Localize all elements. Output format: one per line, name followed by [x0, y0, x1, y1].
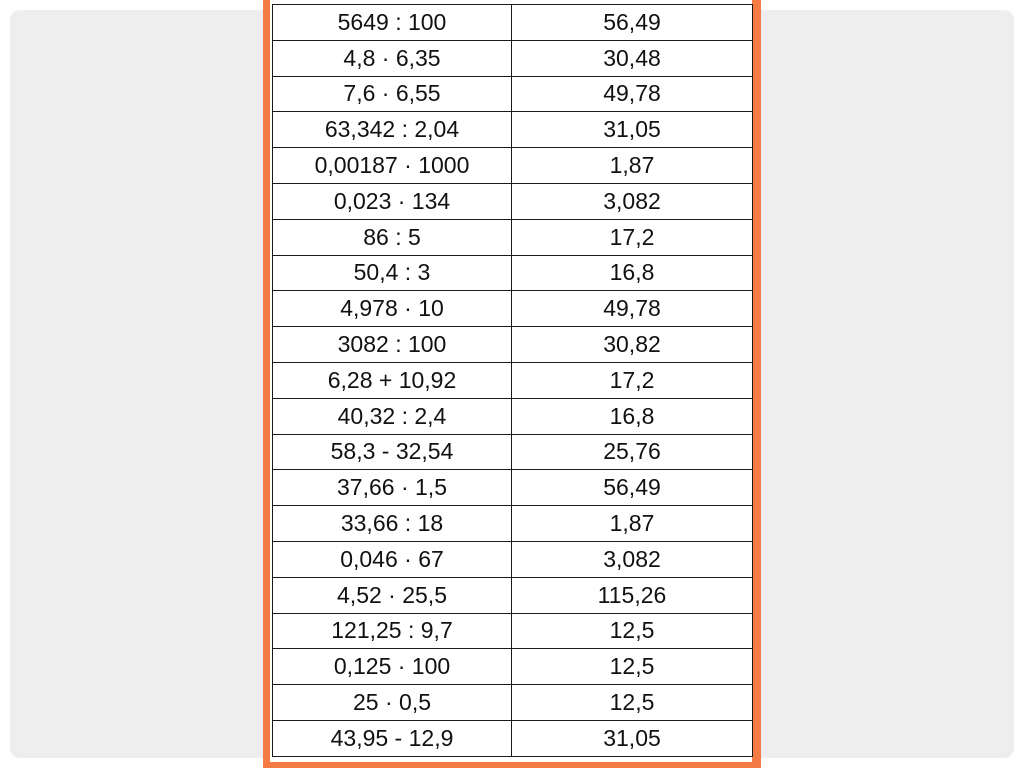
- table-row: [273, 470, 753, 506]
- expression-cell: 33,66 : 18: [273, 506, 512, 542]
- table-row: [273, 720, 753, 756]
- result-cell: 16,8: [512, 398, 753, 434]
- table-row: [273, 649, 753, 685]
- result-cell: 31,05: [512, 720, 753, 756]
- expression-cell: 4,8 · 6,35: [273, 40, 512, 76]
- expression-cell: 43,95 - 12,9: [273, 720, 512, 756]
- result-cell: 12,5: [512, 649, 753, 685]
- result-cell: 17,2: [512, 362, 753, 398]
- result-cell: 31,05: [512, 112, 753, 148]
- table-row: [273, 183, 753, 219]
- result-cell: 25,76: [512, 434, 753, 470]
- result-cell: 30,48: [512, 40, 753, 76]
- expression-cell: 4,52 · 25,5: [273, 577, 512, 613]
- expression-cell: 50,4 : 3: [273, 255, 512, 291]
- expression-cell: 40,32 : 2,4: [273, 398, 512, 434]
- table-row: [273, 327, 753, 363]
- expression-cell: 6,28 + 10,92: [273, 362, 512, 398]
- result-cell: 1,87: [512, 148, 753, 184]
- expression-cell: 7,6 · 6,55: [273, 76, 512, 112]
- result-cell: 49,78: [512, 76, 753, 112]
- expression-cell: 0,023 · 134: [273, 183, 512, 219]
- expression-cell: 58,3 - 32,54: [273, 434, 512, 470]
- expression-cell: 0,046 · 67: [273, 541, 512, 577]
- result-cell: 12,5: [512, 613, 753, 649]
- table-row: [273, 76, 753, 112]
- calculation-table: [272, 4, 753, 757]
- result-cell: 16,8: [512, 255, 753, 291]
- result-cell: 49,78: [512, 291, 753, 327]
- result-cell: 17,2: [512, 219, 753, 255]
- expression-cell: 0,125 · 100: [273, 649, 512, 685]
- calculation-table-body: [273, 5, 753, 757]
- table-row: [273, 255, 753, 291]
- result-cell: 115,26: [512, 577, 753, 613]
- result-cell: 3,082: [512, 183, 753, 219]
- table-row: [273, 148, 753, 184]
- result-cell: 1,87: [512, 506, 753, 542]
- result-cell: 12,5: [512, 685, 753, 721]
- expression-cell: 3082 : 100: [273, 327, 512, 363]
- result-cell: 30,82: [512, 327, 753, 363]
- table-row: [273, 613, 753, 649]
- expression-cell: 63,342 : 2,04: [273, 112, 512, 148]
- expression-cell: 0,00187 · 1000: [273, 148, 512, 184]
- result-cell: 56,49: [512, 5, 753, 41]
- expression-cell: 37,66 · 1,5: [273, 470, 512, 506]
- result-cell: 3,082: [512, 541, 753, 577]
- table-row: [273, 541, 753, 577]
- table-row: [273, 434, 753, 470]
- expression-cell: 86 : 5: [273, 219, 512, 255]
- expression-cell: 25 · 0,5: [273, 685, 512, 721]
- expression-cell: 5649 : 100: [273, 5, 512, 41]
- table-row: [273, 362, 753, 398]
- table-row: [273, 40, 753, 76]
- table-row: [273, 685, 753, 721]
- table-row: [273, 577, 753, 613]
- table-row: [273, 291, 753, 327]
- table-row: [273, 219, 753, 255]
- expression-cell: 4,978 · 10: [273, 291, 512, 327]
- table-row: [273, 112, 753, 148]
- table-row: [273, 506, 753, 542]
- expression-cell: 121,25 : 9,7: [273, 613, 512, 649]
- table-row: [273, 398, 753, 434]
- result-cell: 56,49: [512, 470, 753, 506]
- table-row: [273, 5, 753, 41]
